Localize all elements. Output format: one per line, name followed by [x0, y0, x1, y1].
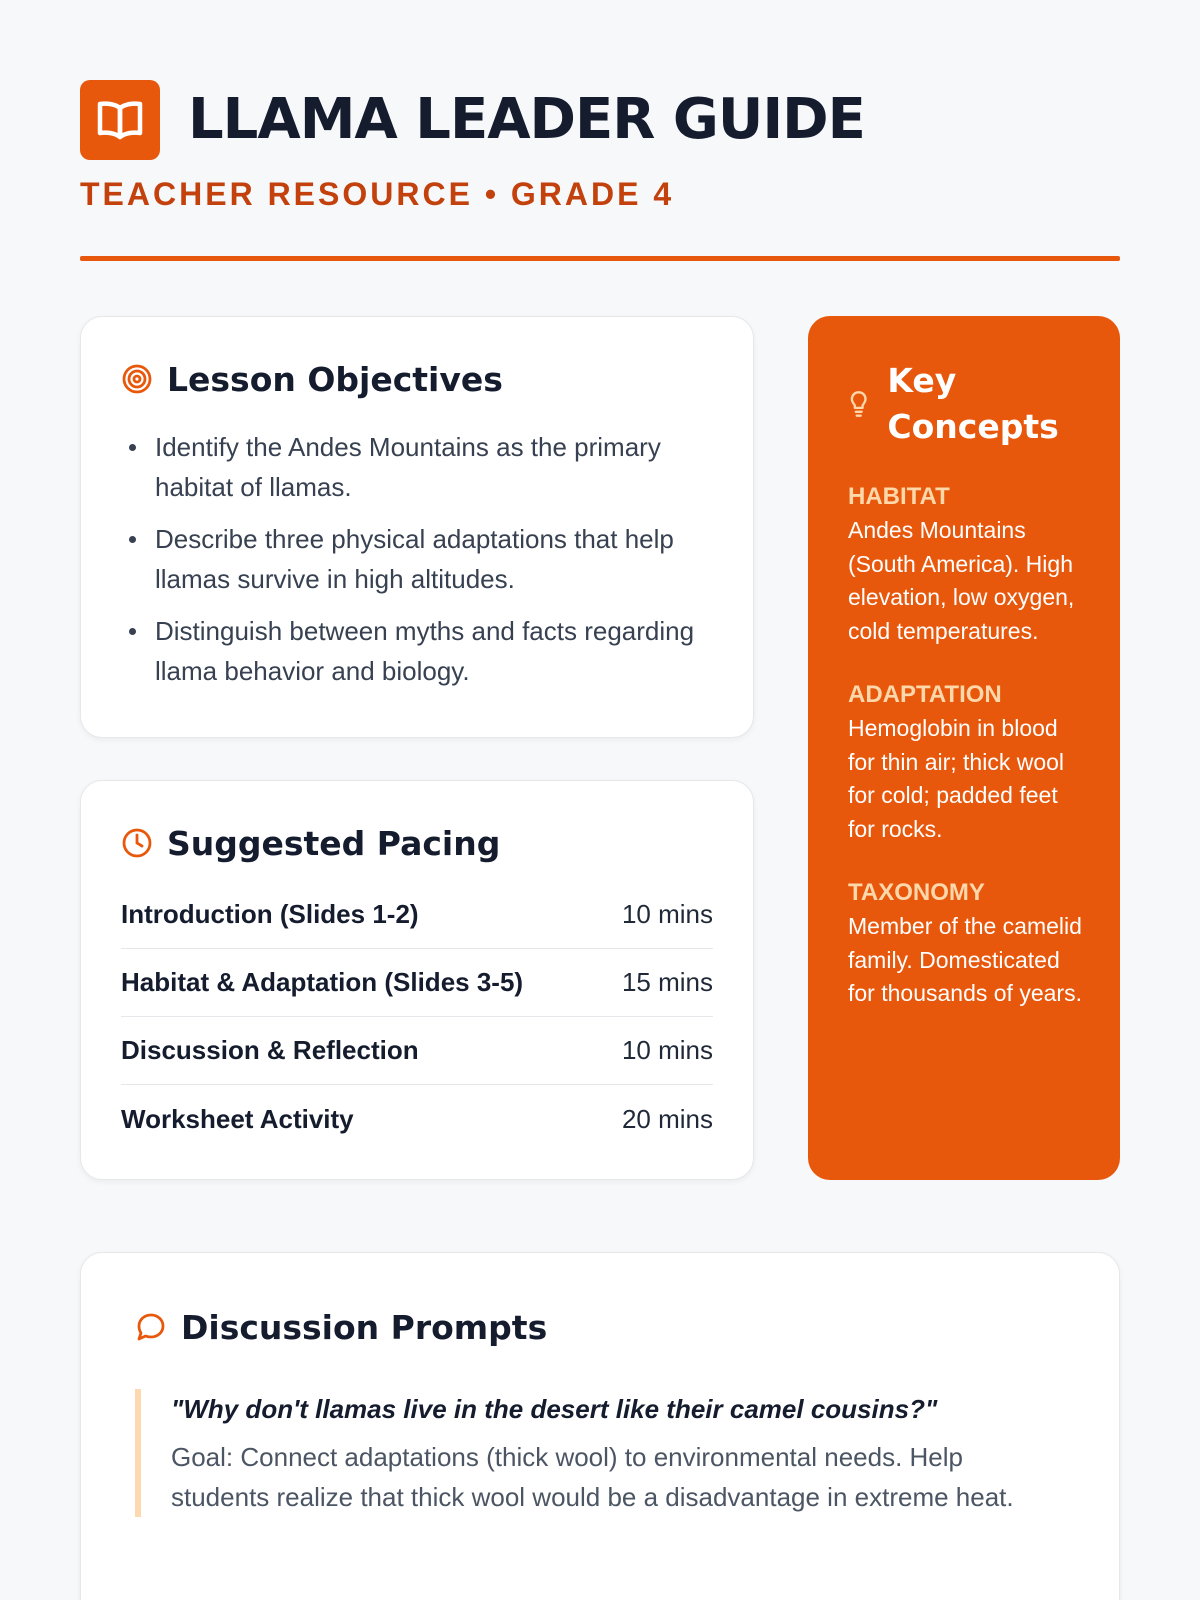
header — [80, 80, 1120, 160]
header-divider — [80, 256, 1120, 261]
concept-description: Andes Mountains (South America). High elevation, low oxygen, cold temperatures. — [848, 517, 1075, 644]
pacing-header — [121, 823, 713, 863]
main-row — [80, 316, 1120, 1180]
concept-item — [848, 678, 1082, 846]
speech-bubble-icon — [135, 1311, 167, 1343]
pacing-time: 15 mins — [621, 967, 713, 997]
concept-description: Hemoglobin in blood for thin air; thick wool for cold; padded feet for rocks. — [848, 715, 1065, 842]
open-book-icon — [80, 80, 160, 160]
objectives-list — [121, 427, 713, 691]
discussion-header — [135, 1307, 1065, 1347]
list-item: Distinguish between myths and facts regarding llama behavior and biology. — [121, 611, 713, 691]
key-concepts-card — [808, 316, 1120, 1180]
concept-item — [848, 480, 1082, 648]
concept-term: HABITAT — [848, 483, 950, 510]
pacing-card — [80, 780, 754, 1180]
pacing-title: Suggested Pacing — [167, 823, 501, 863]
table-row — [121, 1085, 713, 1153]
prompt-question: "Why don't llamas live in the desert like their camel cousins?" — [171, 1394, 938, 1424]
pacing-time: 10 mins — [621, 899, 713, 929]
discussion-card — [80, 1252, 1120, 1600]
page — [80, 80, 1120, 1180]
pacing-table — [121, 881, 713, 1153]
page-title: LLAMA LEADER GUIDE — [188, 87, 865, 152]
pacing-time: 20 mins — [621, 1103, 713, 1134]
concept-term: ADAPTATION — [848, 681, 1002, 708]
discussion-prompt — [135, 1389, 1065, 1517]
concepts-header — [848, 358, 1082, 450]
pacing-label: Worksheet Activity — [121, 1103, 354, 1134]
objectives-title: Lesson Objectives — [167, 359, 503, 399]
concept-term: TAXONOMY — [848, 879, 985, 906]
target-icon — [121, 363, 153, 395]
page-subtitle: TEACHER RESOURCE • GRADE 4 — [80, 176, 675, 212]
discussion-title: Discussion Prompts — [181, 1307, 548, 1347]
left-column — [80, 316, 754, 1180]
prompt-goal: Goal: Connect adaptations (thick wool) to environmental needs. Help students realize that thick wool would be a disadvantage in extreme heat. — [171, 1442, 1014, 1512]
objectives-card — [80, 316, 754, 738]
table-row — [121, 1017, 713, 1085]
pacing-label: Introduction (Slides 1-2) — [121, 899, 419, 929]
lightbulb-icon — [848, 389, 869, 419]
right-column — [808, 316, 1120, 1180]
table-row — [121, 881, 713, 949]
pacing-time: 10 mins — [621, 1035, 713, 1065]
table-row — [121, 949, 713, 1017]
concepts-title: Key Concepts — [887, 361, 1059, 446]
concept-item — [848, 876, 1082, 1011]
pacing-label: Discussion & Reflection — [121, 1035, 419, 1065]
objectives-header — [121, 359, 713, 399]
pacing-label: Habitat & Adaptation (Slides 3-5) — [121, 967, 524, 997]
list-item: Identify the Andes Mountains as the primary habitat of llamas. — [121, 427, 713, 507]
list-item: Describe three physical adaptations that help llamas survive in high altitudes. — [121, 519, 713, 599]
clock-icon — [121, 827, 153, 859]
concept-description: Member of the camelid family. Domesticated for thousands of years. — [848, 913, 1082, 1006]
